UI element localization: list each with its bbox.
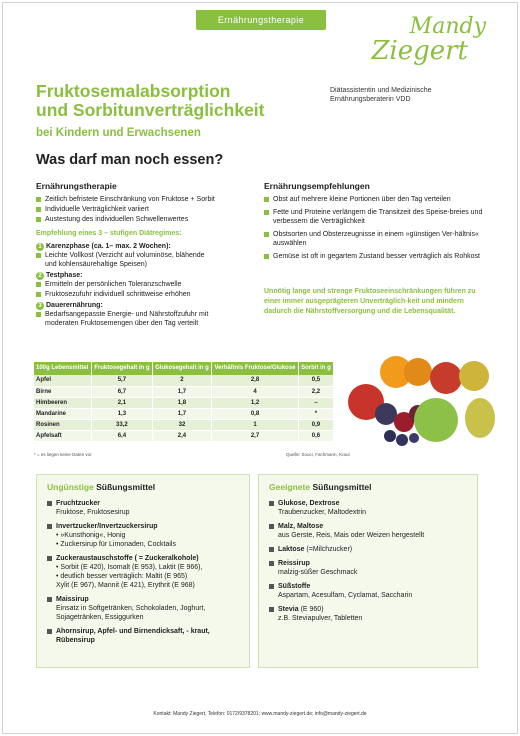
list-item: Süßstoffe Aspartam, Acesulfam, Cyclamat, Saccharin bbox=[269, 582, 467, 600]
table-cell: 2,8 bbox=[212, 375, 299, 386]
table-cell: Himbeeren bbox=[34, 397, 91, 408]
table-header: Verhältnis Fruktose/Glukose bbox=[212, 362, 299, 375]
recommendations-heading: Ernährungsempfehlungen bbox=[264, 181, 370, 191]
logo-mandy: Mandy bbox=[409, 14, 486, 39]
table-cell: * bbox=[298, 408, 333, 419]
phase-1 bbox=[36, 242, 251, 269]
phase-3 bbox=[36, 301, 251, 328]
list-item: Laktose (=Milchzucker) bbox=[269, 545, 467, 554]
table-cell: 1,2 bbox=[212, 397, 299, 408]
table-row bbox=[34, 375, 334, 386]
table-row bbox=[34, 430, 334, 441]
table-cell: 0,5 bbox=[298, 375, 333, 386]
list-item: Glukose, Dextrose Traubenzucker, Maltodextrin bbox=[269, 499, 467, 517]
list-item: Reissirup malzig-süßer Geschmack bbox=[269, 559, 467, 577]
table-cell: Apfel bbox=[34, 375, 91, 386]
profession-line1: Diätassistentin und Medizinische bbox=[330, 87, 432, 94]
list-item: Ahornsirup, Apfel- und Birnendicksaft, - kraut, Rübensirup bbox=[47, 627, 239, 645]
table-cell: 2,7 bbox=[212, 430, 299, 441]
recommendation-heading: Empfehlung eines 3 – stufigen Diätregimes: bbox=[36, 230, 182, 237]
table-cell: 1,8 bbox=[152, 397, 211, 408]
phase-line: Leichte Vollkost (Verzicht auf voluminöse, blähende und kohlensäurehaltige Speisen) bbox=[36, 251, 251, 269]
recommendation-bullet: Fette und Proteine verlängern die Transitzeit des Speise-breies und verbessern die Verträglichkeit bbox=[264, 208, 489, 226]
number-2-icon: 2 bbox=[36, 272, 44, 280]
therapy-bullet: Individuelle Verträglichkeit variiert bbox=[36, 205, 251, 214]
title-line1: Fruktosemalabsorption bbox=[36, 81, 231, 101]
table-cell: 32 bbox=[152, 419, 211, 430]
therapy-bullet: Zeitlich befristete Einschränkung von Fruktose + Sorbit bbox=[36, 195, 251, 204]
list-item: Stevia (E 960) z.B. Steviapulver, Tabletten bbox=[269, 605, 467, 623]
recommendation-bullet: Obst auf mehrere kleine Portionen über den Tag verteilen bbox=[264, 195, 489, 204]
phase-title: Testphase: bbox=[46, 272, 83, 279]
table-header-row bbox=[34, 362, 334, 375]
phase-line: Fruktosezufuhr individuell schrittweise erhöhen bbox=[36, 290, 251, 299]
table-header: Sorbit in g bbox=[298, 362, 333, 375]
therapy-bullet: Austestung des individuellen Schwellenwertes bbox=[36, 215, 251, 224]
unfavorable-sweeteners-box bbox=[36, 474, 250, 668]
table-cell: 1,7 bbox=[152, 408, 211, 419]
logo bbox=[340, 14, 490, 70]
table-cell: 4 bbox=[212, 386, 299, 397]
nutrition-table bbox=[34, 362, 334, 442]
warning-note: Unnötig lange und strenge Fruktoseeinschränkungen führen zu einer immer ausgeprägteren Unverträglich-keit und mindern dadurch die Nährstoffversorgung und die Lebensqualität. bbox=[264, 288, 476, 315]
table-footnote: * = es liegen keine Daten vor bbox=[34, 452, 92, 457]
number-3-icon: 3 bbox=[36, 302, 44, 310]
profession bbox=[330, 86, 480, 104]
page-subtitle: bei Kindern und Erwachsenen bbox=[36, 127, 201, 139]
table-cell: 1,7 bbox=[152, 386, 211, 397]
table-cell: 0,9 bbox=[298, 419, 333, 430]
table-row bbox=[34, 386, 334, 397]
recommendation-bullet: Obstsorten und Obsterzeugnisse in einem »günstigen Ver-hältnis« auswählen bbox=[264, 230, 489, 248]
table-header: 100g Lebensmittel bbox=[34, 362, 91, 375]
table-source: Quelle: Souci, Fachmann, Kraut bbox=[286, 452, 350, 457]
recommendations-column bbox=[264, 182, 489, 317]
table-cell: 2,1 bbox=[91, 397, 152, 408]
table-cell: 2,4 bbox=[152, 430, 211, 441]
table-cell: Birne bbox=[34, 386, 91, 397]
table-cell: 6,7 bbox=[91, 386, 152, 397]
number-1-icon: 1 bbox=[36, 243, 44, 251]
list-item: Invertzucker/Invertzuckersirup • »Kunsthonig«, Honig • Zuckersirup für Limonaden, Cocktails bbox=[47, 522, 239, 549]
table-cell: 0,6 bbox=[298, 430, 333, 441]
footer-contact: Kontakt: Mandy Ziegert, Telefon: 0172/9378201; www.mandy-ziegert.de; info@mandy-ziegert.de bbox=[153, 711, 367, 717]
table-row bbox=[34, 419, 334, 430]
profession-line2: Ernährungsberaterin VDD bbox=[330, 96, 411, 103]
logo-ziegert: Ziegert bbox=[371, 36, 468, 66]
suitable-title: Geeignete Süßungsmittel bbox=[269, 482, 372, 492]
table-cell: 6,4 bbox=[91, 430, 152, 441]
table-cell: 2,2 bbox=[298, 386, 333, 397]
suitable-sweeteners-box bbox=[258, 474, 478, 668]
question-heading: Was darf man noch essen? bbox=[36, 152, 224, 168]
phase-title: Karenzphase (ca. 1– max. 2 Wochen): bbox=[46, 243, 171, 250]
list-item: Zuckeraustauschstoffe ( = Zuckeralkohole) • Sorbit (E 420), Isomalt (E 953), Laktit (E 966), • deutlich besser verträglich: Maltit (E 965) Xylit (E 967), Mannit (E 421), Erythrit (E 968) bbox=[47, 554, 239, 590]
header-band: Ernährungstherapie bbox=[196, 10, 326, 30]
recommendation-bullet: Gemüse ist oft in gegartem Zustand besser verträglich als Rohkost bbox=[264, 252, 489, 261]
phase-line: Ermitteln der persönlichen Toleranzschwelle bbox=[36, 280, 251, 289]
therapy-heading: Ernährungstherapie bbox=[36, 181, 117, 191]
table-cell: 0,8 bbox=[212, 408, 299, 419]
therapy-column bbox=[36, 182, 251, 329]
table-cell: Mandarine bbox=[34, 408, 91, 419]
table-header: Fruktosegehalt in g bbox=[91, 362, 152, 375]
table-row bbox=[34, 397, 334, 408]
table-cell: 2 bbox=[152, 375, 211, 386]
unfavorable-title: Ungünstige Süßungsmittel bbox=[47, 482, 156, 492]
table-row bbox=[34, 408, 334, 419]
table-header: Glukosegehalt in g bbox=[152, 362, 211, 375]
list-item: Fruchtzucker Fruktose, Fruktosesirup bbox=[47, 499, 239, 517]
phase-title: Dauerernährung: bbox=[46, 302, 103, 309]
table-cell: Rosinen bbox=[34, 419, 91, 430]
list-item: Malz, Maltose aus Gerste, Reis, Mais oder Weizen hergestellt bbox=[269, 522, 467, 540]
fruit-arrangement-image bbox=[346, 342, 506, 457]
table-cell: 33,2 bbox=[91, 419, 152, 430]
phase-2 bbox=[36, 271, 251, 299]
table-cell: 5,7 bbox=[91, 375, 152, 386]
phase-line: Bedarfsangepasste Energie- und Nährstoffzufuhr mit moderaten Fruktosemengen über den Tag verteilt bbox=[36, 310, 251, 328]
table-cell: – bbox=[298, 397, 333, 408]
title-line2: und Sorbitunverträglichkeit bbox=[36, 100, 265, 120]
list-item: Maissirup Einsatz in Softgetränken, Schokoladen, Joghurt, Sojagetränken, Essiggurken bbox=[47, 595, 239, 622]
table-cell: 1 bbox=[212, 419, 299, 430]
table-cell: 1,3 bbox=[91, 408, 152, 419]
page-title bbox=[36, 82, 265, 120]
table-cell: Apfelsaft bbox=[34, 430, 91, 441]
